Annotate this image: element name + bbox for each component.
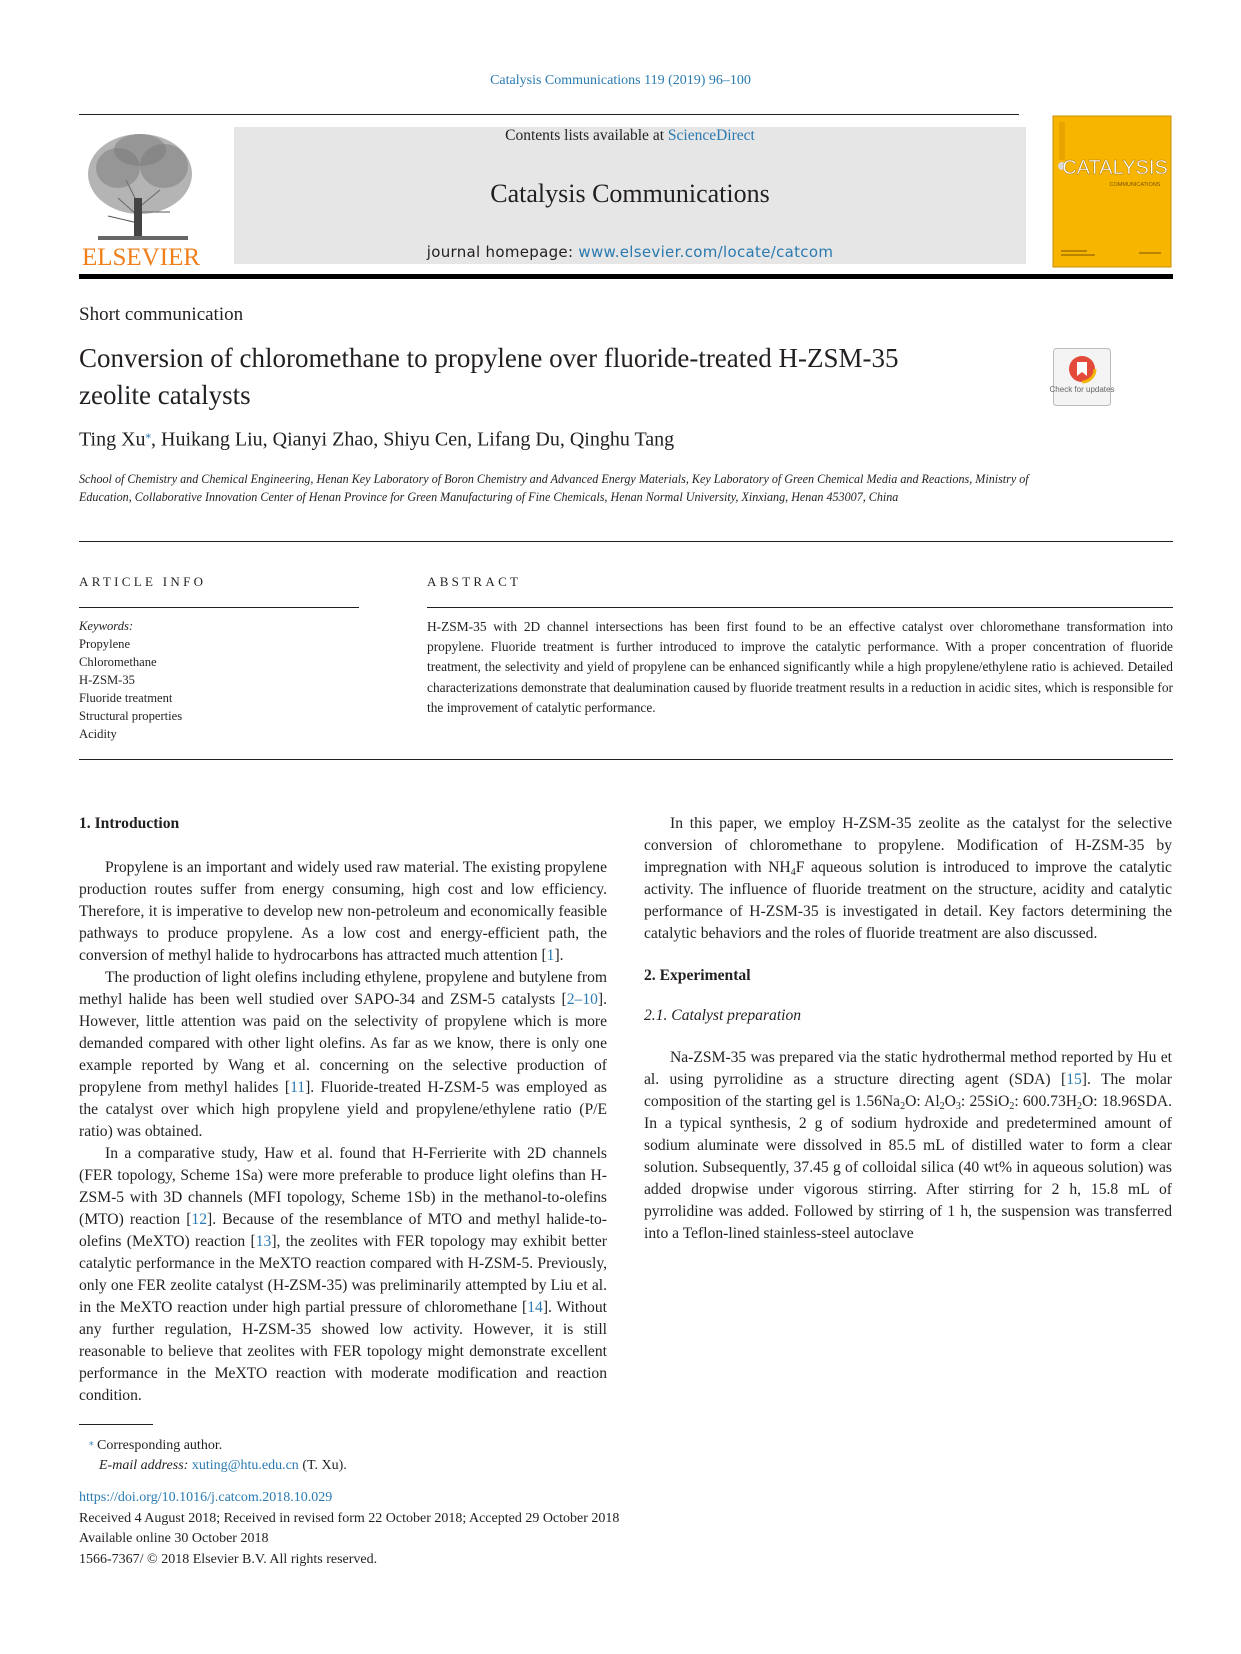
corresponding-author-marker[interactable]: ⁎ — [145, 429, 152, 441]
copyright: 1566-7367/ © 2018 Elsevier B.V. All rights reserved. — [79, 1551, 378, 1567]
journal-banner — [234, 127, 1026, 264]
ref-link[interactable]: 15 — [1066, 1071, 1082, 1088]
elsevier-tree-logo — [78, 128, 204, 271]
abstract-text: H-ZSM-35 with 2D channel intersections has been first found to be an effective catalyst over chloromethane transformation into propylene. Fluoride treatment is further introduced to improve the catalytic performance. With a proper concentration of fluoride treatment, the selectivity and yield of propylene can be enhanced significantly while a high propylene/ethylene ratio is achieved. Detailed characterizations demonstrate that dealumination caused by fluoride treatment results in a reduction in acidic sites, which is responsible for the improvement of catalytic performance. — [427, 619, 1173, 715]
keyword: Fluoride treatment — [79, 691, 173, 705]
corresponding-note: ⁎ Corresponding author. — [89, 1437, 223, 1453]
paragraph: The production of light olefins including ethylene, propylene and butylene from methyl halide has been well studied over SAPO-34 and ZSM-5 catalysts [2–10]. However, little attention was paid on the selectivity of propylene which is more demanded compared with other light olefins. As far as we know, there is only one example reported by Wang et al. concerning on the selective production of propylene from methyl halides [11]. Fluoride-treated H-ZSM-5 was employed as the catalyst over which high propylene yield and propylene/ethylene ratio (P/E ratio) was obtained. — [79, 969, 608, 1140]
footnote-rule — [79, 1424, 153, 1425]
authors-rest: , Huikang Liu, Qianyi Zhao, Shiyu Cen, Lifang Du, Qinghu Tang — [151, 428, 675, 451]
author-first: Ting Xu — [79, 428, 146, 451]
paragraph: Propylene is an important and widely used raw material. The existing propylene production routes suffer from energy consuming, high cost and low efficiency. Therefore, it is imperative to develop new non-petroleum and economically feasible pathways to produce propylene. As a low cost and energy-efficient path, the conversion of methyl halide to hydrocarbons has attracted much attention [1]. — [79, 859, 607, 964]
email-link[interactable]: xuting@htu.edu.cn — [191, 1458, 299, 1473]
keyword: H-ZSM-35 — [79, 673, 135, 687]
homepage-line — [234, 243, 1026, 261]
homepage-prefix: journal homepage: — [426, 243, 579, 261]
ref-link[interactable]: 11 — [290, 1079, 306, 1096]
footnote — [79, 1432, 347, 1476]
article-info-heading: ARTICLE INFO — [79, 574, 207, 589]
article-title-line-1: Conversion of chloromethane to propylene over fluoride-treated H-ZSM-35 — [79, 343, 899, 373]
ref-link[interactable]: 2–10 — [566, 991, 598, 1008]
subsection-heading-catalyst-preparation: 2.1. Catalyst preparation — [644, 1007, 802, 1024]
keyword: Propylene — [79, 637, 131, 651]
email-note: E-mail address: xuting@htu.edu.cn (T. Xu). — [99, 1458, 347, 1473]
body-column-left — [79, 813, 607, 1407]
contents-prefix: Contents lists available at — [505, 127, 668, 144]
author-list — [79, 428, 674, 452]
keywords-label: Keywords: — [79, 619, 134, 633]
keyword: Acidity — [79, 727, 117, 741]
doi-link[interactable]: https://doi.org/10.1016/j.catcom.2018.10.029 — [79, 1490, 333, 1505]
sciencedirect-link[interactable]: ScienceDirect — [667, 127, 755, 144]
body-column-right-content — [644, 813, 1172, 1245]
affiliation: School of Chemistry and Chemical Engineering, Henan Key Laboratory of Boron Chemistry and Advanced Energy Materials, Key Laboratory of Green Chemical Media and Reactions, Ministry of Education, Collaborative Innovation Center of Henan Province for Green Manufacturing of Fine Chemicals, Henan Normal University, Xinxiang, Henan 453007, China — [79, 472, 1029, 504]
article-info-rule — [79, 607, 359, 608]
received-dates: Received 4 August 2018; Received in revised form 22 October 2018; Accepted 29 October 2018 — [79, 1510, 620, 1526]
header-top-rule — [79, 114, 1019, 115]
section-heading-introduction: 1. Introduction — [79, 815, 180, 832]
article-type: Short communication — [79, 304, 244, 325]
ref-link[interactable]: 12 — [191, 1211, 208, 1228]
section-heading-experimental: 2. Experimental — [644, 967, 751, 984]
abstract-heading: ABSTRACT — [427, 574, 522, 589]
cover-subtitle: COMMUNICATIONS — [1109, 182, 1161, 188]
paragraph: In a comparative study, Haw et al. found that H-Ferrierite with 2D channels (FER topology, Scheme 1Sa) were more preferable to produce light olefins than H-ZSM-5 with 3D channels (MFI topology, Scheme 1Sb) in the methanol-to-olefins (MTO) reaction [12]. Because of the resemblance of MTO and methyl halide-to-olefins (MeXTO) reaction [13], the zeolites with FER topology may exhibit better catalytic performance in the MeXTO reaction compared with H-ZSM-5. Previously, only one FER zeolite catalyst (H-ZSM-35) was preliminarily attempted by Liu et al. in the MeXTO reaction under high partial pressure of chloromethane [14]. Without any further regulation, H-ZSM-35 showed low activity. However, it is still reasonable to believe that zeolites with FER topology might demonstrate excellent performance in the MeXTO reaction with moderate modification and reaction condition. — [79, 1145, 607, 1404]
journal-citation[interactable]: Catalysis Communications 119 (2019) 96–100 — [490, 73, 751, 88]
cover-title: CATALYSIS — [1062, 157, 1168, 179]
paragraph: In this paper, we employ H-ZSM-35 zeolite as the catalyst for the selective conversion of chloromethane to propylene. Modification of H-ZSM-35 by impregnation with $NH_4F$ aqueous solution is introduced to improve the catalytic activity. The influence of fluoride treatment on the structure, acidity and catalytic performance of H-ZSM-35 is investigated in detail. Key factors determining the catalytic behaviors and the roles of fluoride treatment are also discussed. — [644, 815, 1172, 942]
publication-info — [79, 1488, 619, 1570]
available-online: Available online 30 October 2018 — [79, 1531, 269, 1546]
check-for-updates-label: Check for updates — [1049, 385, 1115, 394]
keyword: Chloromethane — [79, 655, 157, 669]
keyword: Structural properties — [79, 709, 183, 723]
ref-link[interactable]: 14 — [527, 1299, 543, 1316]
journal-cover-thumbnail[interactable] — [1053, 116, 1171, 267]
paragraph: Na-ZSM-35 was prepared via the static hydrothermal method reported by Hu et al. using pyrrolidine as a structure directing agent (SDA) [15]. The molar composition of the starting gel is $1.56Na_2O$: $Al_2O_3$: 25SiO$_2$: $600.73H_2O$: 18.96SDA. In a typical synthesis, 2 g of sodium hydroxide and predetermined amount of sodium aluminate were dissolved in 85.5 mL of distilled water to form a clear solution. Subsequently, 37.45 g of colloidal silica (40 wt% in aqueous solution) was added dropwise under vigorous stirring. After stirring for 2 h, 15.8 mL of pyrrolidine was added. Followed by stirring of 1 h, the suspension was transferred into a Teflon-lined stainless-steel autoclave — [644, 1049, 1172, 1242]
ref-link[interactable]: 13 — [255, 1233, 272, 1250]
contents-line — [234, 127, 1026, 145]
article-title-line-2: zeolite catalysts — [79, 380, 251, 410]
journal-name: Catalysis Communications — [490, 179, 770, 208]
ref-link[interactable]: 1 — [546, 947, 555, 964]
elsevier-wordmark: ELSEVIER — [81, 244, 201, 271]
keywords-block — [79, 617, 182, 743]
homepage-link[interactable]: www.elsevier.com/locate/catcom — [578, 243, 834, 261]
